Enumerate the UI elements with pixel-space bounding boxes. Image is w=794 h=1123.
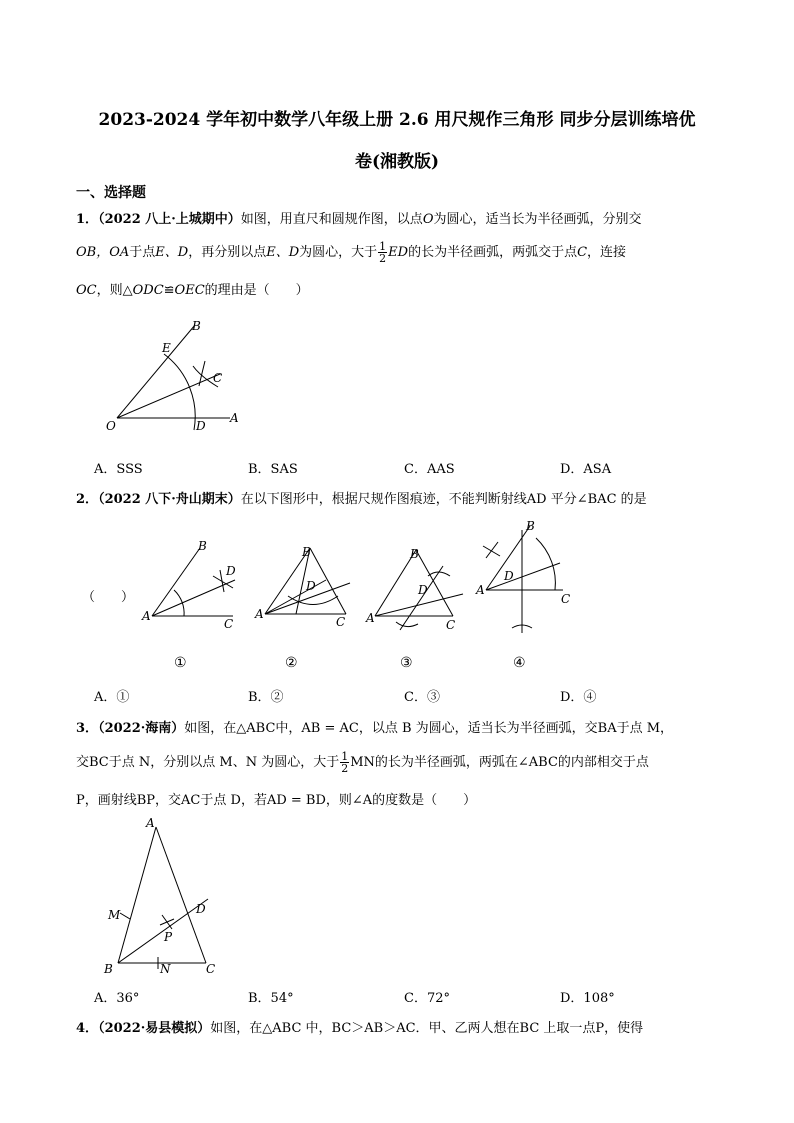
q3-label-M: M bbox=[108, 908, 121, 922]
q2-fig-num-3: ③ bbox=[400, 655, 413, 671]
q2-fig-num-2: ② bbox=[285, 655, 298, 671]
svg-text:C: C bbox=[224, 617, 234, 631]
q2-figure-1 bbox=[152, 548, 235, 616]
q3-line3: P，画射线BP，交AC于点 D，若AD = BD，则∠A的度数是（ ） bbox=[76, 793, 477, 808]
svg-text:D: D bbox=[226, 564, 236, 578]
svg-text:B: B bbox=[526, 519, 535, 533]
svg-text:D: D bbox=[418, 583, 428, 597]
q3-label-P: P bbox=[164, 930, 173, 944]
q3-label-A: A bbox=[146, 816, 155, 830]
svg-text:B: B bbox=[198, 539, 207, 553]
q3-option-d[interactable]: D．108° bbox=[560, 991, 615, 1006]
svg-text:C: C bbox=[446, 618, 456, 632]
svg-text:A: A bbox=[255, 607, 264, 621]
q1-arc-main bbox=[164, 354, 195, 430]
q3-option-a[interactable]: A．36° bbox=[94, 991, 140, 1006]
q1-option-c[interactable]: C．AAS bbox=[404, 462, 455, 477]
q1-source: （2022 八上·上城期中） bbox=[98, 212, 241, 227]
q3-line1: 3．（2022·海南）如图，在△ABC中，AB = AC，以点 B 为圆心，适当长为半径画弧，交BA于点 M， bbox=[76, 721, 674, 736]
section-heading: 一、选择题 bbox=[76, 185, 146, 201]
svg-text:A: A bbox=[366, 611, 375, 625]
svg-text:C: C bbox=[336, 615, 346, 629]
q1-option-d[interactable]: D．ASA bbox=[560, 462, 612, 477]
q2-figures bbox=[138, 518, 598, 673]
svg-text:C: C bbox=[561, 592, 571, 606]
q2-option-a[interactable]: A．① bbox=[94, 690, 130, 705]
q3-option-c[interactable]: C．72° bbox=[404, 991, 450, 1006]
q4-line1: 4．（2022·易县模拟）如图，在△ABC 中，BC＞AB＞AC．甲、乙两人想在BC 上取一点P，使得 bbox=[76, 1021, 644, 1036]
q3-line2: 交BC于点 N，分别以点 M、N 为圆心，大于 $\frac{1}{2}$ MN的长为半径画弧，两弧在∠ABC的内部相交于点 bbox=[76, 750, 649, 775]
q1-line3: OC，则△ODC≌OEC的理由是（ ） bbox=[76, 283, 309, 298]
q3-label-C: C bbox=[206, 962, 216, 976]
q1-number: 1 bbox=[76, 212, 86, 227]
q2-option-b[interactable]: B．② bbox=[248, 690, 284, 705]
page-title-line1: 2023-2024 学年初中数学八年级上册 2.6 用尺规作三角形 同步分层训练培优 bbox=[98, 110, 696, 130]
svg-text:A: A bbox=[142, 609, 151, 623]
q2-figure-4 bbox=[483, 526, 563, 633]
q2-paren: （ ） bbox=[82, 590, 135, 605]
q3-label-D: D bbox=[196, 902, 206, 916]
q1-fraction: $\frac{1}{2}$ bbox=[379, 240, 387, 265]
q2-fig-num-1: ① bbox=[174, 655, 187, 671]
q3-label-N: N bbox=[160, 962, 171, 976]
q2-fig-num-4: ④ bbox=[513, 655, 526, 671]
q2-line1: 2．（2022 八下·舟山期末）在以下图形中，根据尺规作图痕迹，不能判断射线AD 平分∠BAC 的是 bbox=[76, 492, 647, 507]
page-title-line2: 卷(湘教版) bbox=[354, 152, 440, 172]
q1-label-A: A bbox=[230, 411, 239, 425]
q2-option-c[interactable]: C．③ bbox=[404, 690, 440, 705]
q2-option-d[interactable]: D．④ bbox=[560, 690, 597, 705]
q1-label-E: E bbox=[162, 341, 171, 355]
q1-figure bbox=[100, 318, 260, 438]
q1-ray-OC bbox=[117, 374, 220, 418]
svg-text:D: D bbox=[306, 579, 316, 593]
q1-option-a[interactable]: A．SSS bbox=[94, 462, 143, 477]
q1-ray-OB bbox=[117, 325, 195, 418]
svg-text:B: B bbox=[410, 547, 419, 561]
q1-label-D: D bbox=[196, 419, 206, 433]
q1-line2: OB，OA于点E、D，再分别以点E、D为圆心，大于 $\frac{1}{2}$ ED的长为半径画弧，两弧交于点C，连接 bbox=[76, 240, 627, 265]
q1-label-O: O bbox=[106, 419, 116, 433]
svg-text:D: D bbox=[504, 569, 514, 583]
q3-fraction: $\frac{1}{2}$ bbox=[341, 750, 349, 775]
q1-line1: 1．（2022 八上·上城期中）如图，用直尺和圆规作图，以点O为圆心，适当长为半径画弧，分别交 bbox=[76, 212, 642, 227]
svg-text:A: A bbox=[476, 583, 485, 597]
q1-label-B: B bbox=[192, 319, 201, 333]
q3-option-b[interactable]: B．54° bbox=[248, 991, 294, 1006]
q3-label-B: B bbox=[104, 962, 113, 976]
q1-label-C: C bbox=[213, 371, 223, 385]
q3-figure bbox=[102, 815, 232, 980]
svg-text:B: B bbox=[302, 545, 311, 559]
q1-option-b[interactable]: B．SAS bbox=[248, 462, 298, 477]
